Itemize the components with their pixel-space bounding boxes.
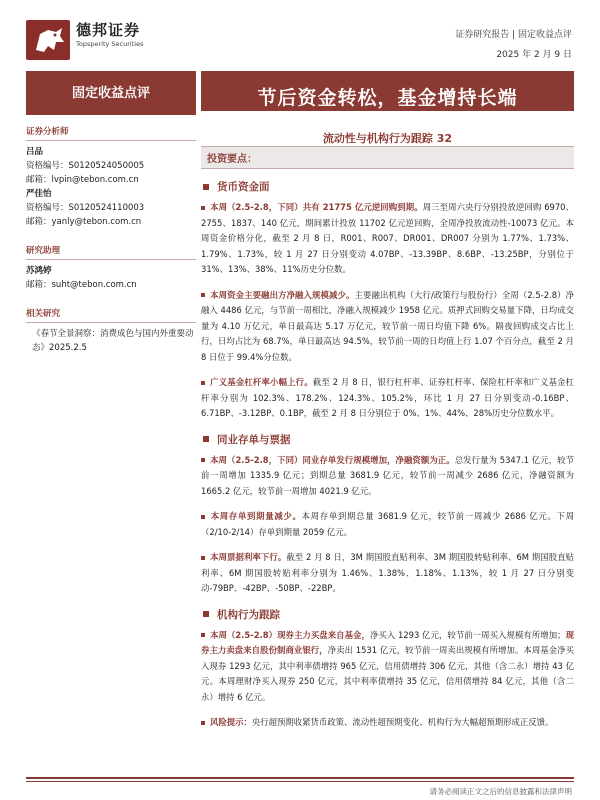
report-type: 证券研究报告 | 固定收益点评: [455, 30, 572, 40]
banner-accent: [26, 111, 196, 115]
footer-disclaimer: 请务必阅读正文之后的信息披露和法律声明: [429, 787, 572, 796]
main-content: [201, 146, 574, 741]
paragraph: [201, 509, 574, 540]
paragraph-text: 截至 2 月 8 日，3M 期国股直贴利率、3M 期国股转贴利率、6M 期国股直贴利率、6M 期国股转贴利率分别为 1.46%、1.38%、1.18%、1.13%，较 1 月 27 日分别变动-79BP、-42BP、-50BP、-22BP。: [201, 552, 575, 593]
risk-warning: [201, 715, 574, 731]
analysts-heading: 证券分析师: [26, 122, 196, 141]
report-date: 2025 年 2 月 9 日: [496, 50, 572, 60]
paragraph: [201, 453, 574, 500]
section-title: 机构行为跟踪: [217, 608, 280, 621]
paragraph-text: 截至 2 月 8 日，银行杠杆率、证券杠杆率、保险杠杆率和广义基金杠杆率分别为 102.3%、178.2%、124.3%、105.2%，环比 1 月 27 日分别变动-0.16BP、6.71BP、-3.12BP、0.1BP，截至 2 月 8 日分别位于 0%、1%、44%、28%历史分位数水平。: [201, 377, 575, 418]
analyst-email: 邮箱：yanly@tebon.com.cn: [26, 217, 142, 227]
section-bullet-icon: [203, 611, 209, 617]
bullet-square-icon: [201, 458, 205, 462]
report-title: 节后资金转松，基金增持长端: [257, 87, 518, 109]
paragraph-highlight: 本周资金主要融出方净融入规模减少。: [210, 289, 355, 300]
paragraph-text: 净卖出 1531 亿元，较节前一周卖出规模有所增加。本周基金净买入现券 1293 亿元，其中利率债增持 965 亿元，信用债增持 306 亿元，其他（含二永）增持 43 亿元。本周理财净买入现券 250 亿元，其中利率债增持 35 亿元，信用债增持 84 亿元，其他（含二永）增持 6 亿元。: [201, 645, 575, 702]
company-logo: [26, 20, 70, 60]
report-category: 固定收益点评: [26, 71, 196, 111]
report-subtitle: 流动性与机构行为跟踪 32: [322, 132, 453, 145]
paragraph-text: 周三至周六央行分别投放逆回购 6970、2755、1837、140 亿元，期间累计投放 11702 亿元逆回购，全周净投放流动性-10073 亿元。本周资金价格分化，截至 2 月 8 日，R001、R007、DR001、DR007 分别为 1.77%、1.73%、1.79%、1.73%，较 1 月 27 日分别变动 4.07BP、-13.39BP、8.6BP、-13.25BP，分别位于 31%、13%、38%、11%历史分位数。: [201, 202, 574, 274]
section-bullet-icon: [203, 184, 209, 190]
risk-text: 央行超预期收紧货币政策、流动性超预期变化、机构行为大幅超预期形成正反馈。: [251, 717, 554, 727]
paragraph: [201, 375, 574, 422]
paragraph-highlight: 本周（2.5-2.8）现券主力买盘来自基金，: [210, 629, 370, 640]
bullet-square-icon: [201, 556, 205, 560]
title-area: [201, 71, 574, 145]
paragraph-text: 主要融出机构（大行/政策行与股份行）全周（2.5-2.8）净融入 4486 亿元，与节前一周相比，净融入规模减少 1958 亿元。质押式回购交易量下降，日均成交量为 4.10 万亿元，单日最高达 5.17 万亿元，较节前一周日均值下降 6%。隔夜回购成交占比上行，日均占比为 68.7%，单日最高达 94.5%，较节前一周的日均值上行 1.07 个百分点，截至 2 月 8 日位于 99.4%分位数。: [201, 289, 575, 362]
analyst-cert: 资格编号：S0120524110003: [26, 203, 145, 213]
analyst-name: 严佳怡: [26, 189, 52, 199]
bullet-square-icon: [201, 633, 205, 637]
paragraph: [201, 288, 574, 366]
related-research-item[interactable]: 《春节全景洞察：消费成色与国内外重要动态》2025.2.5: [32, 329, 194, 353]
section-title: 同业存单与票据: [217, 433, 291, 446]
paragraph-highlight: 本周存单到期量减少。: [210, 511, 302, 521]
paragraph: [201, 550, 574, 597]
investment-points-heading: 投资要点：: [201, 146, 574, 169]
paragraph-text: 本周存单到期总量 3681.9 亿元，较节前一周减少 2686 亿元。下周（2/10-2/14）存单到期量 2059 亿元。: [201, 511, 575, 537]
analyst-cert: 资格编号：S0120524050005: [26, 161, 145, 171]
section-heading: [201, 432, 574, 447]
risk-label: 风险提示：: [210, 717, 252, 727]
paragraph: [201, 200, 574, 278]
paragraph-text: 净买入 1293 亿元，较节前一周买入规模有所增加；: [369, 629, 566, 640]
section-heading: [201, 179, 574, 194]
section-heading: [201, 607, 574, 622]
paragraph: [201, 628, 574, 706]
section-title: 货币资金面: [217, 181, 270, 193]
analyst-email: 邮箱：lvpin@tebon.com.cn: [26, 175, 139, 185]
sidebar: [26, 122, 196, 355]
assistant-name: 苏鸿婷: [26, 266, 52, 276]
assistant-heading: 研究助理: [26, 241, 196, 260]
footer-divider: [26, 781, 574, 782]
bullet-square-icon: [201, 381, 205, 385]
paragraph-text: 总发行量为 5347.1 亿元，较节前一周增加 1335.9 亿元；到期总量 3681.9 亿元，较节前一周减少 2686 亿元，净融资额为 1665.2 亿元，较节前一周增加 4021.9 亿元。: [201, 454, 574, 496]
bullet-square-icon: [201, 515, 205, 519]
ox-logo-icon: [26, 20, 70, 60]
assistant-email: 邮箱：suht@tebon.com.cn: [26, 280, 137, 290]
bullet-square-icon: [201, 721, 205, 725]
brand-name: 德邦证券: [76, 21, 141, 39]
paragraph-highlight: 本周票据利率下行。: [210, 552, 287, 562]
paragraph-highlight: 本周（2.5-2.8，下同）同业存单发行规模增加，净融资额为正。: [210, 454, 455, 465]
paragraph-highlight: 现券主力卖盘来自股份制商业银行，: [201, 629, 574, 655]
bullet-square-icon: [201, 206, 205, 210]
paragraph-highlight: 本周（2.5-2.8，下同）共有 21775 亿元逆回购到期。: [210, 202, 423, 212]
related-research-heading: 相关研究: [26, 304, 196, 323]
brand-english-name: Topsperity Securities: [76, 40, 144, 48]
paragraph-highlight: 广义基金杠杆率小幅上行。: [210, 377, 313, 387]
section-bullet-icon: [203, 436, 209, 442]
footer-divider: [26, 777, 574, 779]
analyst-name: 吕品: [26, 147, 44, 157]
bullet-square-icon: [201, 293, 205, 297]
